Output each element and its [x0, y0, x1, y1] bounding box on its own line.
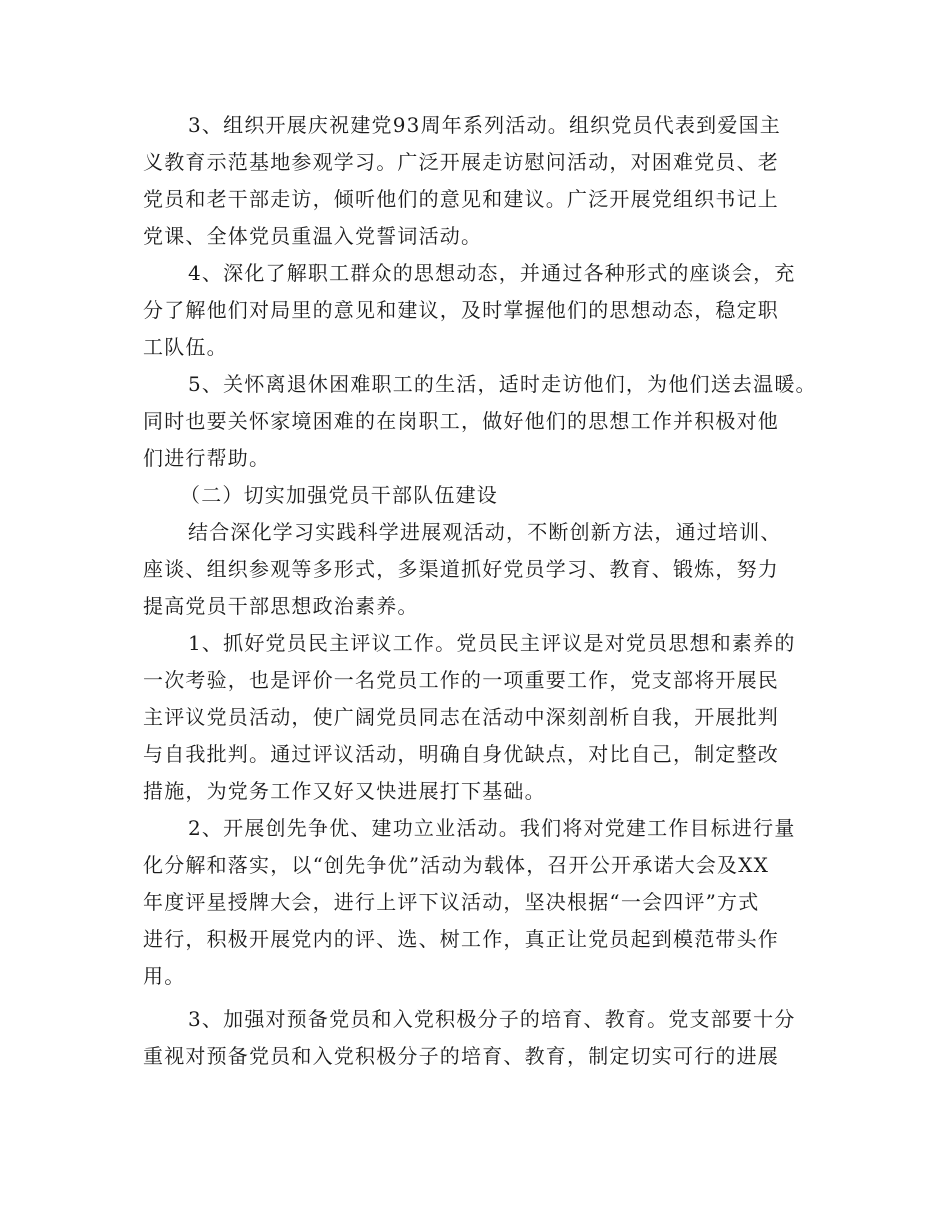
text-line: 5、关怀离退休困难职工的生活，适时走访他们，为他们送去温暖。 — [188, 372, 817, 396]
text-line: 用。 — [143, 964, 186, 988]
text-line: 党课、全体党员重温入党誓词活动。 — [143, 224, 483, 248]
text-line: 分了解他们对局里的意见和建议，及时掌握他们的思想动态，稳定职 — [143, 298, 779, 322]
text-line: 座谈、组织参观等多形式，多渠道抓好党员学习、教育、锻炼，努力 — [143, 557, 779, 581]
text-line: 与自我批判。通过评议活动，明确自身优缺点，对比自己，制定整改 — [143, 742, 779, 766]
text-line: 们进行帮助。 — [143, 446, 271, 470]
text-line: 进行，积极开展党内的评、选、树工作，真正让党员起到模范带头作 — [143, 927, 779, 951]
text-line: 3、组织开展庆祝建党93周年系列活动。组织党员代表到爱国主 — [188, 113, 781, 137]
text-line: 化分解和落实，以“创先争优”活动为载体，召开公开承诺大会及XX — [143, 853, 770, 877]
text-line: 提高党员干部思想政治素养。 — [143, 594, 419, 618]
section-heading: （二）切实加强党员干部队伍建设 — [180, 483, 498, 507]
text-line: 党员和老干部走访，倾听他们的意见和建议。广泛开展党组织书记上 — [143, 187, 779, 211]
text-line: 义教育示范基地参观学习。广泛开展走访慰问活动，对困难党员、老 — [143, 150, 779, 174]
text-line: 一次考验，也是评价一名党员工作的一项重要工作，党支部将开展民 — [143, 668, 779, 692]
text-line: 2、开展创先争优、建功立业活动。我们将对党建工作目标进行量 — [188, 816, 796, 840]
text-line: 年度评星授牌大会，进行上评下议活动，坚决根据“一会四评”方式 — [143, 890, 760, 914]
text-line: 1、抓好党员民主评议工作。党员民主评议是对党员思想和素养的 — [188, 631, 796, 655]
text-line: 主评议党员活动，使广阔党员同志在活动中深刻剖析自我，开展批判 — [143, 705, 779, 729]
text-line: 工队伍。 — [143, 335, 228, 359]
text-line: 结合深化学习实践科学进展观活动，不断创新方法，通过培训、 — [188, 520, 782, 544]
text-line: 4、深化了解职工群众的思想动态，并通过各种形式的座谈会，充 — [188, 261, 796, 285]
text-line: 同时也要关怀家境困难的在岗职工，做好他们的思想工作并积极对他 — [143, 409, 779, 433]
text-line: 3、加强对预备党员和入党积极分子的培育、教育。党支部要十分 — [188, 1007, 796, 1031]
text-line: 措施，为党务工作又好又快进展打下基础。 — [143, 779, 546, 803]
text-line: 重视对预备党员和入党积极分子的培育、教育，制定切实可行的进展 — [143, 1044, 779, 1068]
